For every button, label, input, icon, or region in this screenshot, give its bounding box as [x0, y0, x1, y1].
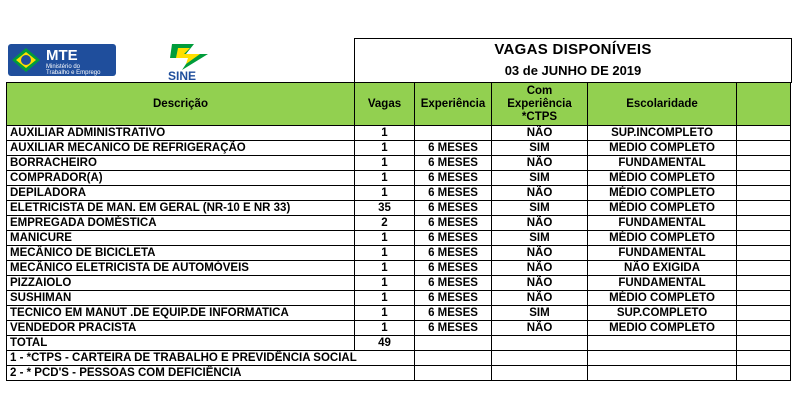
table-row — [7, 171, 791, 186]
title-block — [354, 38, 792, 83]
col-header-escolaridade: Escolaridade — [588, 83, 737, 126]
cell-vagas: 1 — [355, 141, 415, 156]
cell-vagas: 2 — [355, 216, 415, 231]
cell-ctps: NÃO — [492, 216, 588, 231]
note-row-2 — [7, 366, 791, 381]
note-1-empty-1 — [415, 351, 492, 366]
cell-escolaridade: FUNDAMENTAL — [588, 216, 737, 231]
mte-logo-sub1: Ministério do — [46, 64, 81, 70]
cell-experiencia: 6 MESES — [415, 306, 492, 321]
cell-empty — [737, 126, 791, 141]
cell-ctps: NÃO — [492, 291, 588, 306]
vacancies-table-wrap — [6, 82, 790, 381]
cell-empty — [737, 261, 791, 276]
cell-experiencia: 6 MESES — [415, 141, 492, 156]
cell-descricao: EMPREGADA DOMÉSTICA — [7, 216, 355, 231]
col-header-ctps-line1: Com — [526, 84, 553, 97]
cell-escolaridade: FUNDAMENTAL — [588, 276, 737, 291]
cell-vagas: 1 — [355, 291, 415, 306]
table-row — [7, 276, 791, 291]
cell-escolaridade: MÉDIO COMPLETO — [588, 201, 737, 216]
cell-vagas: 1 — [355, 126, 415, 141]
cell-escolaridade: MÉDIO COMPLETO — [588, 186, 737, 201]
cell-escolaridade: NÃO EXIGIDA — [588, 261, 737, 276]
sine-logo-text: SINE — [168, 69, 197, 82]
cell-experiencia: 6 MESES — [415, 201, 492, 216]
note-1-empty-4 — [737, 351, 791, 366]
cell-experiencia: 6 MESES — [415, 216, 492, 231]
cell-vagas: 1 — [355, 321, 415, 336]
cell-empty — [737, 291, 791, 306]
sine-logo — [164, 40, 214, 82]
cell-descricao: DEPILADORA — [7, 186, 355, 201]
cell-empty — [737, 156, 791, 171]
cell-empty — [737, 306, 791, 321]
col-header-ctps-line2: Experiência — [507, 97, 572, 110]
cell-descricao: MECÂNICO DE BICICLETA — [7, 246, 355, 261]
mte-logo-sub2: Trabalho e Emprego — [46, 70, 101, 76]
table-header-row — [7, 83, 791, 126]
cell-ctps: NÃO — [492, 276, 588, 291]
cell-escolaridade: SUP.INCOMPLETO — [588, 126, 737, 141]
table-row — [7, 306, 791, 321]
cell-vagas: 1 — [355, 156, 415, 171]
cell-vagas: 1 — [355, 246, 415, 261]
cell-experiencia: 6 MESES — [415, 171, 492, 186]
cell-vagas: 1 — [355, 276, 415, 291]
cell-vagas: 1 — [355, 306, 415, 321]
total-value: 49 — [355, 336, 415, 351]
cell-descricao: SUSHIMAN — [7, 291, 355, 306]
cell-descricao: AUXILIAR ADMINISTRATIVO — [7, 126, 355, 141]
col-header-empty — [737, 83, 791, 126]
cell-experiencia: 6 MESES — [415, 261, 492, 276]
cell-descricao: VENDEDOR PRACISTA — [7, 321, 355, 336]
note-2: 2 - * PCD'S - PESSOAS COM DEFICIÊNCIA — [7, 366, 415, 381]
page-title: VAGAS DISPONÍVEIS — [494, 41, 652, 58]
cell-escolaridade: MEDIO COMPLETO — [588, 141, 737, 156]
cell-ctps: SIM — [492, 201, 588, 216]
cell-ctps: SIM — [492, 141, 588, 156]
cell-empty — [737, 216, 791, 231]
note-2-empty-1 — [415, 366, 492, 381]
vacancies-table — [6, 82, 791, 381]
note-1: 1 - *CTPS - CARTEIRA DE TRABALHO E PREVIDÊNCIA SOCIAL — [7, 351, 415, 366]
cell-empty — [737, 231, 791, 246]
cell-ctps: NÃO — [492, 321, 588, 336]
table-row — [7, 261, 791, 276]
cell-vagas: 35 — [355, 201, 415, 216]
total-empty-2 — [492, 336, 588, 351]
cell-experiencia: 6 MESES — [415, 321, 492, 336]
table-row — [7, 231, 791, 246]
cell-ctps: NÃO — [492, 186, 588, 201]
note-2-empty-4 — [737, 366, 791, 381]
table-row — [7, 216, 791, 231]
table-row — [7, 141, 791, 156]
cell-ctps: SIM — [492, 306, 588, 321]
cell-empty — [737, 141, 791, 156]
total-empty-3 — [588, 336, 737, 351]
table-row — [7, 126, 791, 141]
table-row — [7, 201, 791, 216]
col-header-ctps — [492, 83, 588, 126]
cell-empty — [737, 201, 791, 216]
cell-descricao: AUXILIAR MECANICO DE REFRIGERAÇÃO — [7, 141, 355, 156]
cell-experiencia — [415, 126, 492, 141]
note-row-1 — [7, 351, 791, 366]
cell-ctps: SIM — [492, 171, 588, 186]
cell-experiencia: 6 MESES — [415, 156, 492, 171]
cell-ctps: SIM — [492, 231, 588, 246]
table-row — [7, 186, 791, 201]
cell-vagas: 1 — [355, 231, 415, 246]
cell-escolaridade: MEDIO COMPLETO — [588, 321, 737, 336]
cell-experiencia: 6 MESES — [415, 291, 492, 306]
col-header-descricao: Descrição — [7, 83, 355, 126]
total-empty-1 — [415, 336, 492, 351]
cell-experiencia: 6 MESES — [415, 246, 492, 261]
cell-escolaridade: MÉDIO COMPLETO — [588, 171, 737, 186]
cell-experiencia: 6 MESES — [415, 276, 492, 291]
cell-empty — [737, 276, 791, 291]
total-empty-4 — [737, 336, 791, 351]
col-header-ctps-line3: *CTPS — [521, 110, 558, 123]
cell-escolaridade: MÉDIO COMPLETO — [588, 231, 737, 246]
cell-descricao: MANICURE — [7, 231, 355, 246]
cell-descricao: PIZZAIOLO — [7, 276, 355, 291]
col-header-experiencia: Experiência — [415, 83, 492, 126]
table-row — [7, 246, 791, 261]
total-label: TOTAL — [7, 336, 355, 351]
note-2-empty-2 — [492, 366, 588, 381]
cell-descricao: BORRACHEIRO — [7, 156, 355, 171]
table-row — [7, 321, 791, 336]
cell-ctps: NÃO — [492, 261, 588, 276]
cell-descricao: MECÂNICO ELETRICISTA DE AUTOMÓVEIS — [7, 261, 355, 276]
cell-empty — [737, 321, 791, 336]
cell-escolaridade: SUP.COMPLETO — [588, 306, 737, 321]
cell-vagas: 1 — [355, 186, 415, 201]
mte-logo-text: MTE — [46, 47, 78, 64]
table-row — [7, 291, 791, 306]
note-2-empty-3 — [588, 366, 737, 381]
cell-escolaridade: FUNDAMENTAL — [588, 246, 737, 261]
cell-empty — [737, 186, 791, 201]
cell-descricao: COMPRADOR(A) — [7, 171, 355, 186]
note-1-empty-3 — [588, 351, 737, 366]
cell-empty — [737, 246, 791, 261]
col-header-vagas: Vagas — [355, 83, 415, 126]
cell-descricao: ELETRICISTA DE MAN. EM GERAL (NR-10 E NR 33) — [7, 201, 355, 216]
page-date: 03 de JUNHO DE 2019 — [504, 63, 642, 78]
cell-escolaridade: MÉDIO COMPLETO — [588, 291, 737, 306]
total-row — [7, 336, 791, 351]
cell-ctps: NÃO — [492, 156, 588, 171]
cell-ctps: NÃO — [492, 246, 588, 261]
cell-ctps: NÃO — [492, 126, 588, 141]
cell-empty — [737, 171, 791, 186]
cell-experiencia: 6 MESES — [415, 186, 492, 201]
cell-escolaridade: FUNDAMENTAL — [588, 156, 737, 171]
cell-experiencia: 6 MESES — [415, 231, 492, 246]
cell-vagas: 1 — [355, 261, 415, 276]
cell-descricao: TECNICO EM MANUT .DE EQUIP.DE INFORMATICA — [7, 306, 355, 321]
cell-vagas: 1 — [355, 171, 415, 186]
note-1-empty-2 — [492, 351, 588, 366]
table-row — [7, 156, 791, 171]
mte-logo — [8, 42, 116, 78]
